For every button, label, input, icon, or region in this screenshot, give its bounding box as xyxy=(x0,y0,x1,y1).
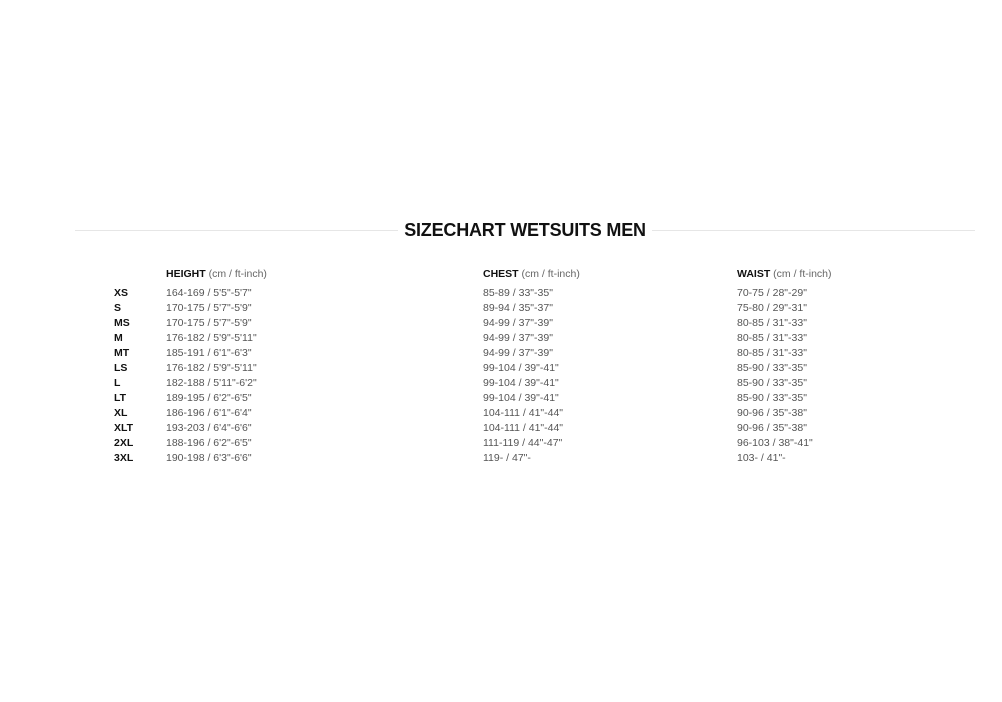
table-row xyxy=(0,316,1002,331)
chest-cell: 94-99 / 37"-39" xyxy=(483,332,553,344)
size-cell: 3XL xyxy=(114,452,134,464)
waist-cell: 80-85 / 31"-33" xyxy=(737,347,807,359)
height-cell: 170-175 / 5'7"-5'9" xyxy=(166,302,252,314)
size-cell: M xyxy=(114,332,123,344)
size-cell: LT xyxy=(114,392,127,404)
waist-cell: 70-75 / 28"-29" xyxy=(737,287,807,299)
column-header-waist-label: WAIST xyxy=(737,268,771,280)
chest-cell: 85-89 / 33"-35" xyxy=(483,287,553,299)
chest-cell: 89-94 / 35"-37" xyxy=(483,302,553,314)
page-title: SIZECHART WETSUITS MEN xyxy=(404,219,646,240)
height-cell: 193-203 / 6'4"-6'6" xyxy=(166,422,252,434)
chest-cell: 111-119 / 44"-47" xyxy=(483,437,563,449)
waist-cell: 90-96 / 35"-38" xyxy=(737,407,807,419)
column-header-height-label: HEIGHT xyxy=(166,268,206,280)
column-header-height-unit: (cm / ft-inch) xyxy=(208,268,267,280)
chest-cell: 104-111 / 41"-44" xyxy=(483,407,564,419)
size-cell: XLT xyxy=(114,422,134,434)
size-cell: L xyxy=(114,377,121,389)
waist-cell: 80-85 / 31"-33" xyxy=(737,317,807,329)
height-cell: 182-188 / 5'11"-6'2" xyxy=(166,377,257,389)
chest-cell: 94-99 / 37"-39" xyxy=(483,347,553,359)
waist-cell: 96-103 / 38"-41" xyxy=(737,437,813,449)
waist-cell: 75-80 / 29"-31" xyxy=(737,302,807,314)
waist-cell: 103- / 41"- xyxy=(737,452,786,464)
chest-cell: 99-104 / 39"-41" xyxy=(483,392,559,404)
title-divider-right xyxy=(652,230,975,231)
chest-cell: 94-99 / 37"-39" xyxy=(483,317,553,329)
height-cell: 170-175 / 5'7"-5'9" xyxy=(166,317,252,329)
column-header-chest xyxy=(483,266,580,283)
height-cell: 176-182 / 5'9"-5'11" xyxy=(166,362,257,374)
column-header-waist-unit: (cm / ft-inch) xyxy=(773,268,832,280)
table-row xyxy=(0,331,1002,346)
table-row xyxy=(0,301,1002,316)
height-cell: 185-191 / 6'1"-6'3" xyxy=(166,347,252,359)
table-row xyxy=(0,286,1002,301)
size-cell: MT xyxy=(114,347,130,359)
chest-cell: 104-111 / 41"-44" xyxy=(483,422,564,434)
waist-cell: 85-90 / 33"-35" xyxy=(737,377,807,389)
table-row xyxy=(0,361,1002,376)
size-chart-table xyxy=(0,266,1002,466)
size-cell: 2XL xyxy=(114,437,134,449)
table-row xyxy=(0,406,1002,421)
table-row xyxy=(0,421,1002,436)
height-cell: 189-195 / 6'2"-6'5" xyxy=(166,392,252,404)
height-cell: 190-198 / 6'3"-6'6" xyxy=(166,452,252,464)
waist-cell: 85-90 / 33"-35" xyxy=(737,392,807,404)
column-header-chest-unit: (cm / ft-inch) xyxy=(521,268,580,280)
column-header-height xyxy=(166,266,267,283)
table-header-row xyxy=(0,266,1002,283)
chest-cell: 99-104 / 39"-41" xyxy=(483,377,559,389)
table-row xyxy=(0,376,1002,391)
column-header-chest-label: CHEST xyxy=(483,268,519,280)
table-row xyxy=(0,436,1002,451)
size-cell: MS xyxy=(114,317,130,329)
chest-cell: 119- / 47"- xyxy=(483,452,531,464)
waist-cell: 80-85 / 31"-33" xyxy=(737,332,807,344)
table-row xyxy=(0,391,1002,406)
size-cell: S xyxy=(114,302,122,314)
title-divider-left xyxy=(75,230,398,231)
height-cell: 176-182 / 5'9"-5'11" xyxy=(166,332,257,344)
table-row xyxy=(0,451,1002,466)
size-cell: LS xyxy=(114,362,128,374)
size-cell: XS xyxy=(114,287,129,299)
column-header-waist xyxy=(737,266,832,283)
height-cell: 164-169 / 5'5"-5'7" xyxy=(166,287,252,299)
size-cell: XL xyxy=(114,407,128,419)
title-bar xyxy=(75,218,975,242)
height-cell: 186-196 / 6'1"-6'4" xyxy=(166,407,252,419)
waist-cell: 90-96 / 35"-38" xyxy=(737,422,807,434)
waist-cell: 85-90 / 33"-35" xyxy=(737,362,807,374)
height-cell: 188-196 / 6'2"-6'5" xyxy=(166,437,252,449)
chest-cell: 99-104 / 39"-41" xyxy=(483,362,559,374)
table-row xyxy=(0,346,1002,361)
